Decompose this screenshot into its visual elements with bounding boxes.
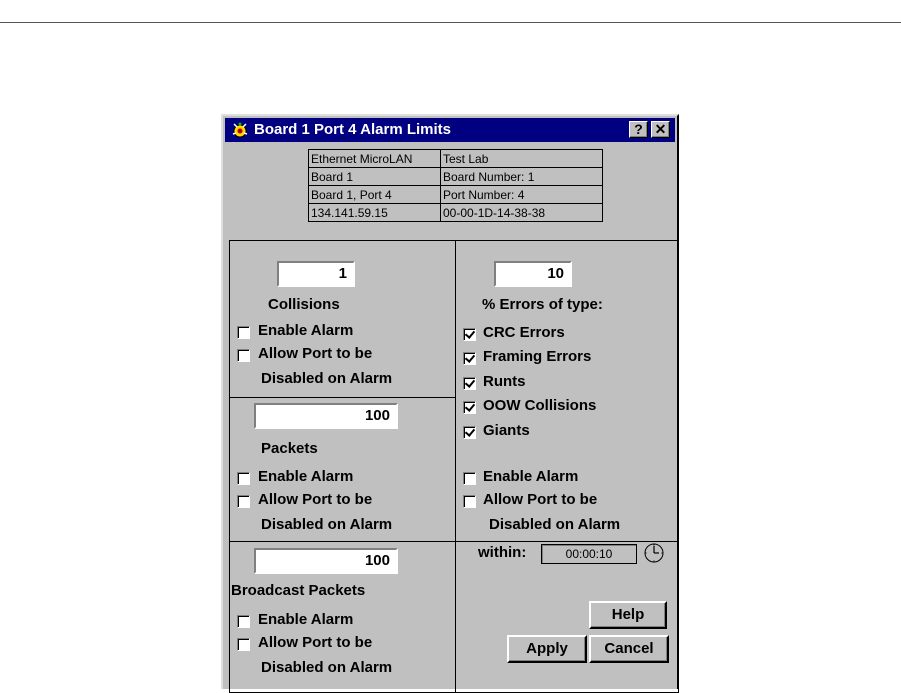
crc-errors-label[interactable]: CRC Errors <box>483 324 565 341</box>
table-cell: Port Number: 4 <box>441 186 603 204</box>
broadcast-enable-alarm-checkbox[interactable] <box>237 615 250 628</box>
collisions-input[interactable]: 1 <box>277 261 355 287</box>
title-bar[interactable] <box>225 118 675 142</box>
oow-collisions-checkbox[interactable] <box>463 401 476 414</box>
within-time-field[interactable]: 00:00:10 <box>541 544 637 564</box>
packets-allow-disable-checkbox[interactable] <box>237 495 250 508</box>
table-cell: Board Number: 1 <box>441 168 603 186</box>
collisions-allow-disable-label-line2: Disabled on Alarm <box>261 370 393 387</box>
errors-allow-disable-checkbox[interactable] <box>463 495 476 508</box>
packets-label: Packets <box>261 440 318 457</box>
table-row <box>309 186 603 204</box>
framing-errors-checkbox[interactable] <box>463 352 476 365</box>
close-button[interactable]: ✕ <box>651 121 670 138</box>
device-info-table <box>308 149 603 222</box>
packets-allow-disable-label[interactable]: Allow Port to be <box>258 491 373 508</box>
runts-checkbox[interactable] <box>463 377 476 390</box>
cancel-button[interactable]: Cancel <box>589 635 669 663</box>
alarm-limits-dialog <box>221 114 679 689</box>
help-button[interactable]: Help <box>589 601 667 629</box>
window-title: Board 1 Port 4 Alarm Limits <box>254 121 451 138</box>
errors-allow-disable-label[interactable]: Allow Port to be <box>483 491 598 508</box>
packets-input[interactable]: 100 <box>254 403 398 429</box>
table-row <box>309 204 603 222</box>
table-cell: 00-00-1D-14-38-38 <box>441 204 603 222</box>
packets-enable-alarm-label[interactable]: Enable Alarm <box>258 468 354 485</box>
table-row <box>309 168 603 186</box>
packets-allow-disable-label-line2: Disabled on Alarm <box>261 516 393 533</box>
broadcast-allow-disable-label[interactable]: Allow Port to be <box>258 634 373 651</box>
broadcast-allow-disable-checkbox[interactable] <box>237 638 250 651</box>
giants-label[interactable]: Giants <box>483 422 530 439</box>
broadcast-label: Broadcast Packets <box>231 582 366 599</box>
oow-collisions-label[interactable]: OOW Collisions <box>483 397 597 414</box>
framing-errors-label[interactable]: Framing Errors <box>483 348 592 365</box>
errors-type-label: % Errors of type: <box>482 296 603 313</box>
collisions-allow-disable-label[interactable]: Allow Port to be <box>258 345 373 362</box>
packets-enable-alarm-checkbox[interactable] <box>237 472 250 485</box>
broadcast-input[interactable]: 100 <box>254 548 398 574</box>
network-app-icon <box>231 122 249 139</box>
collisions-allow-disable-checkbox[interactable] <box>237 349 250 362</box>
table-cell: 134.141.59.15 <box>309 204 441 222</box>
top-divider-line <box>0 22 901 23</box>
table-cell: Test Lab <box>441 150 603 168</box>
runts-label[interactable]: Runts <box>483 373 526 390</box>
table-cell: Ethernet MicroLAN <box>309 150 441 168</box>
errors-enable-alarm-checkbox[interactable] <box>463 472 476 485</box>
clock-icon[interactable] <box>643 542 665 564</box>
table-cell: Board 1 <box>309 168 441 186</box>
context-help-button[interactable]: ? <box>629 121 648 138</box>
collisions-enable-alarm-label[interactable]: Enable Alarm <box>258 322 354 339</box>
within-label: within: <box>478 544 527 561</box>
broadcast-allow-disable-label-line2: Disabled on Alarm <box>261 659 393 676</box>
giants-checkbox[interactable] <box>463 426 476 439</box>
errors-enable-alarm-label[interactable]: Enable Alarm <box>483 468 579 485</box>
errors-allow-disable-label-line2: Disabled on Alarm <box>489 516 621 533</box>
table-row <box>309 150 603 168</box>
table-cell: Board 1, Port 4 <box>309 186 441 204</box>
apply-button[interactable]: Apply <box>507 635 587 663</box>
broadcast-enable-alarm-label[interactable]: Enable Alarm <box>258 611 354 628</box>
collisions-label: Collisions <box>268 296 340 313</box>
crc-errors-checkbox[interactable] <box>463 328 476 341</box>
collisions-enable-alarm-checkbox[interactable] <box>237 326 250 339</box>
errors-percent-input[interactable]: 10 <box>494 261 572 287</box>
